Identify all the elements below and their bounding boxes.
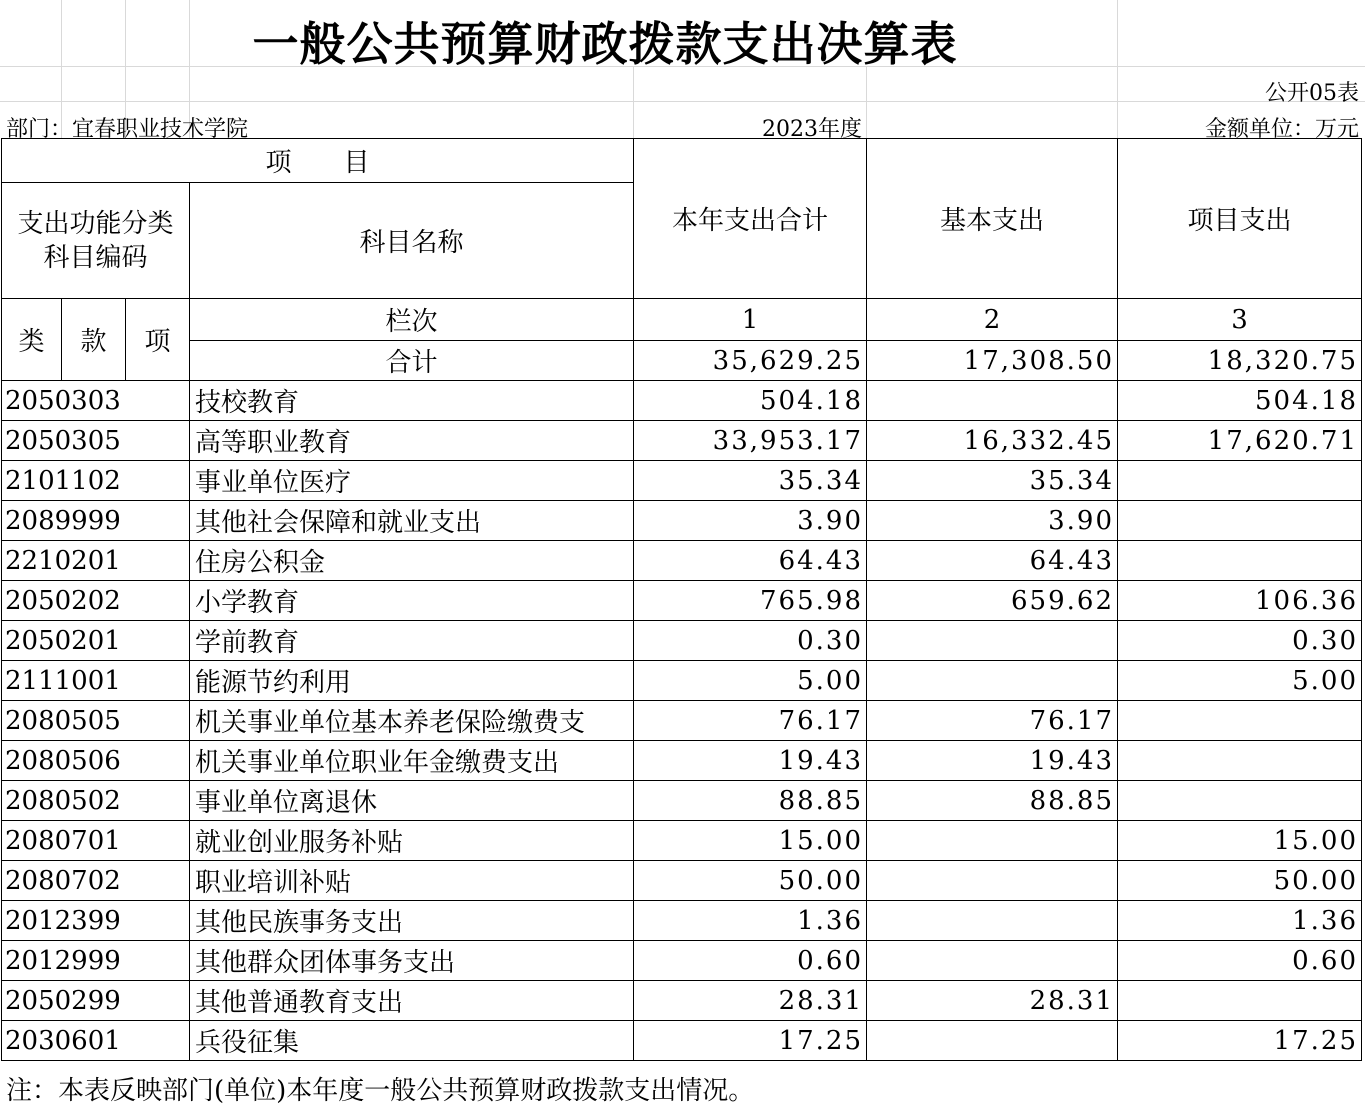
header-kuan: 款 (62, 299, 126, 381)
amount-project: 504.18 (1118, 381, 1362, 421)
subject-code: 2089999 (2, 501, 190, 541)
table-row (2, 701, 1362, 741)
amount-total: 17.25 (634, 1021, 867, 1061)
footnote: 注：本表反映部门(单位)本年度一般公共预算财政拨款支出情况。 (6, 1076, 755, 1106)
column-number-3: 3 (1118, 299, 1362, 341)
sum-total: 35,629.25 (634, 341, 867, 381)
amount-total: 19.43 (634, 741, 867, 781)
amount-total: 0.60 (634, 941, 867, 981)
header-xiang: 项 (126, 299, 190, 381)
amount-total: 765.98 (634, 581, 867, 621)
subject-name: 其他普通教育支出 (190, 981, 634, 1021)
table-row (2, 1021, 1362, 1061)
subject-code: 2030601 (2, 1021, 190, 1061)
table-row (2, 941, 1362, 981)
table-row (2, 981, 1362, 1021)
amount-basic (867, 661, 1118, 701)
table-row (2, 421, 1362, 461)
amount-total: 35.34 (634, 461, 867, 501)
column-number-2: 2 (867, 299, 1118, 341)
subject-code: 2111001 (2, 661, 190, 701)
form-code: 公开05表 (1265, 81, 1359, 106)
table-row (2, 541, 1362, 581)
amount-project (1118, 741, 1362, 781)
table-row (2, 581, 1362, 621)
amount-total: 0.30 (634, 621, 867, 661)
subject-name: 事业单位离退休 (190, 781, 634, 821)
amount-project: 0.30 (1118, 621, 1362, 661)
table-row (2, 821, 1362, 861)
column-number-1: 1 (634, 299, 867, 341)
amount-total: 88.85 (634, 781, 867, 821)
amount-basic: 64.43 (867, 541, 1118, 581)
amount-basic (867, 941, 1118, 981)
table-row (2, 661, 1362, 701)
amount-project (1118, 781, 1362, 821)
header-item: 项 目 (2, 139, 634, 183)
amount-project (1118, 461, 1362, 501)
amount-unit: 金额单位：万元 (1204, 117, 1359, 142)
fiscal-year: 2023年度 (762, 117, 862, 142)
subject-code: 2012399 (2, 901, 190, 941)
sum-basic: 17,308.50 (867, 341, 1118, 381)
table-row (2, 781, 1362, 821)
subject-code: 2080502 (2, 781, 190, 821)
subject-name: 高等职业教育 (190, 421, 634, 461)
subject-name: 学前教育 (190, 621, 634, 661)
amount-basic: 3.90 (867, 501, 1118, 541)
amount-basic: 76.17 (867, 701, 1118, 741)
amount-total: 1.36 (634, 901, 867, 941)
amount-basic: 88.85 (867, 781, 1118, 821)
subject-code: 2210201 (2, 541, 190, 581)
amount-basic (867, 821, 1118, 861)
gridline (866, 66, 867, 138)
department-label: 部门：宜春职业技术学院 (6, 117, 249, 142)
subject-name: 职业培训补贴 (190, 861, 634, 901)
subject-code: 2012999 (2, 941, 190, 981)
header-subject-name: 科目名称 (190, 183, 634, 299)
amount-project (1118, 541, 1362, 581)
table-row (2, 901, 1362, 941)
table-row (2, 501, 1362, 541)
column-number-label: 栏次 (190, 299, 634, 341)
subject-code: 2101102 (2, 461, 190, 501)
amount-total: 64.43 (634, 541, 867, 581)
subject-code: 2080702 (2, 861, 190, 901)
amount-basic: 659.62 (867, 581, 1118, 621)
subject-name: 就业创业服务补贴 (190, 821, 634, 861)
amount-total: 15.00 (634, 821, 867, 861)
header-lei: 类 (2, 299, 62, 381)
header-total: 本年支出合计 (634, 139, 867, 299)
amount-total: 504.18 (634, 381, 867, 421)
table-row (2, 621, 1362, 661)
subject-code: 2050202 (2, 581, 190, 621)
subject-code: 2050303 (2, 381, 190, 421)
page-title: 一般公共预算财政拨款支出决算表 (252, 17, 958, 71)
subject-code: 2050305 (2, 421, 190, 461)
amount-total: 5.00 (634, 661, 867, 701)
amount-project (1118, 701, 1362, 741)
amount-basic (867, 861, 1118, 901)
subject-name: 其他社会保障和就业支出 (190, 501, 634, 541)
sum-label: 合计 (190, 341, 634, 381)
subject-code: 2050201 (2, 621, 190, 661)
budget-table (1, 138, 1362, 1061)
amount-total: 50.00 (634, 861, 867, 901)
amount-basic: 19.43 (867, 741, 1118, 781)
subject-name: 兵役征集 (190, 1021, 634, 1061)
amount-total: 3.90 (634, 501, 867, 541)
table-row (2, 461, 1362, 501)
amount-basic (867, 621, 1118, 661)
amount-project: 106.36 (1118, 581, 1362, 621)
subject-name: 机关事业单位职业年金缴费支出 (190, 741, 634, 781)
amount-project: 17,620.71 (1118, 421, 1362, 461)
amount-project: 5.00 (1118, 661, 1362, 701)
amount-project: 1.36 (1118, 901, 1362, 941)
table-row (2, 861, 1362, 901)
subject-name: 能源节约利用 (190, 661, 634, 701)
subject-name: 住房公积金 (190, 541, 634, 581)
subject-code: 2080505 (2, 701, 190, 741)
header-project: 项目支出 (1118, 139, 1362, 299)
table-row (2, 741, 1362, 781)
amount-basic (867, 1021, 1118, 1061)
subject-name: 技校教育 (190, 381, 634, 421)
amount-total: 28.31 (634, 981, 867, 1021)
subject-name: 其他民族事务支出 (190, 901, 634, 941)
amount-project: 15.00 (1118, 821, 1362, 861)
amount-basic (867, 901, 1118, 941)
amount-total: 76.17 (634, 701, 867, 741)
amount-project: 17.25 (1118, 1021, 1362, 1061)
subject-name: 事业单位医疗 (190, 461, 634, 501)
amount-basic: 28.31 (867, 981, 1118, 1021)
subject-name: 小学教育 (190, 581, 634, 621)
amount-basic (867, 381, 1118, 421)
amount-project: 0.60 (1118, 941, 1362, 981)
subject-code: 2050299 (2, 981, 190, 1021)
header-func-code: 支出功能分类科目编码 (2, 183, 190, 299)
subject-name: 机关事业单位基本养老保险缴费支 (190, 701, 634, 741)
subject-name: 其他群众团体事务支出 (190, 941, 634, 981)
amount-basic: 35.34 (867, 461, 1118, 501)
amount-basic: 16,332.45 (867, 421, 1118, 461)
sum-project: 18,320.75 (1118, 341, 1362, 381)
amount-total: 33,953.17 (634, 421, 867, 461)
table-row (2, 381, 1362, 421)
amount-project (1118, 981, 1362, 1021)
amount-project (1118, 501, 1362, 541)
subject-code: 2080701 (2, 821, 190, 861)
gridline (0, 101, 1365, 102)
header-basic: 基本支出 (867, 139, 1118, 299)
subject-code: 2080506 (2, 741, 190, 781)
amount-project: 50.00 (1118, 861, 1362, 901)
